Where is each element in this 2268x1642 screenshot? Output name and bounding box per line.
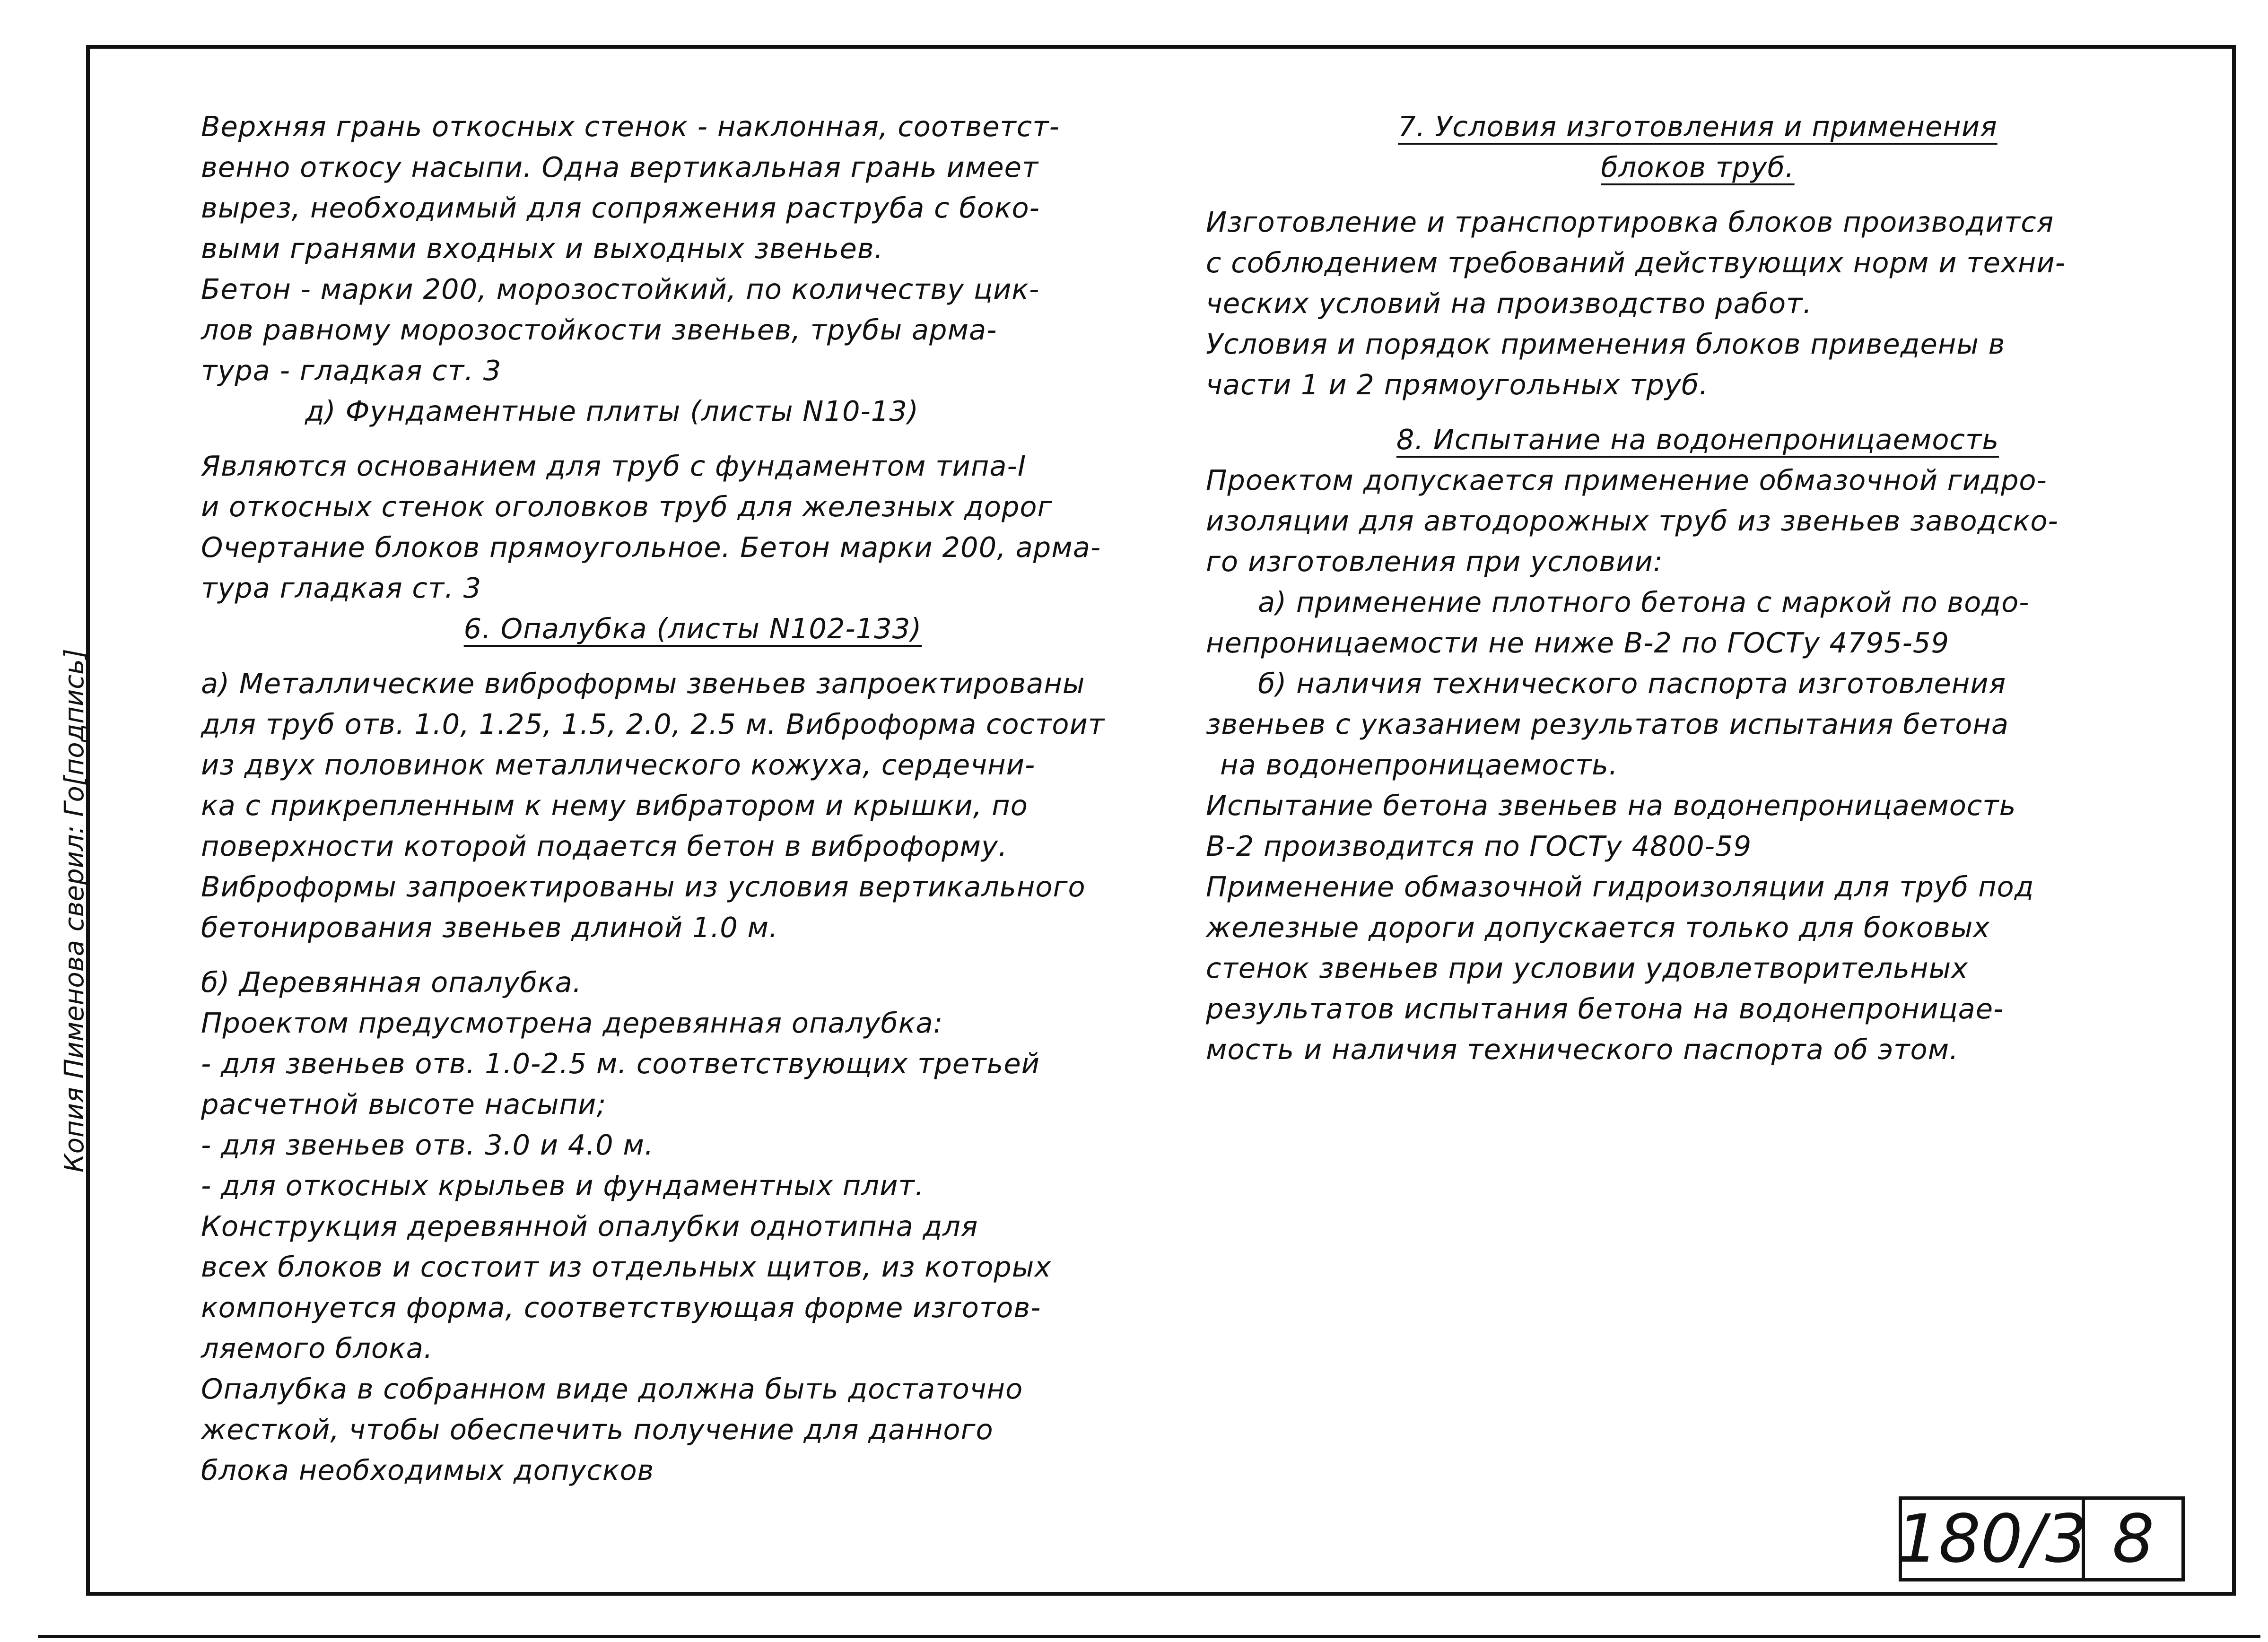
text-line: части 1 и 2 прямоугольных труб. (1206, 368, 1709, 401)
text-line: - для откосных крыльев и фундаментных плит. (201, 1169, 925, 1202)
sheet-number: 8 (2112, 1500, 2155, 1578)
section-heading-7 (1206, 106, 2189, 147)
section-heading-7-cont (1206, 147, 2189, 188)
text-line: Конструкция деревянной опалубки однотипна для (201, 1210, 978, 1242)
section-heading-8-text: 8. Испытание на водонепроницаемость (1396, 423, 1999, 456)
left-column (201, 106, 1185, 1491)
text-line: Испытание бетона звеньев на водонепроницаемость (1206, 789, 2016, 822)
text-line: Верхняя грань откосных стенок - наклонная, соответст- (201, 110, 1060, 143)
drawing-code: 180/3 (1896, 1500, 2087, 1578)
right-column (1206, 106, 2189, 1070)
title-block-stamp (1896, 1496, 2185, 1581)
text-line: стенок звеньев при условии удовлетворительных (1206, 952, 1969, 984)
text-line: б) наличия технического паспорта изготовления (1258, 667, 2006, 700)
text-line: ческих условий на производство работ. (1206, 287, 1813, 320)
text-line: а) применение плотного бетона с маркой по водо- (1258, 586, 2030, 618)
text-line: результатов испытания бетона на водонепроницае- (1206, 992, 2004, 1025)
text-line: на водонепроницаемость. (1220, 748, 1618, 781)
bottom-rule (38, 1635, 2260, 1638)
section-heading-6-text: 6. Опалубка (листы N102-133) (463, 612, 922, 645)
text-line: тура - гладкая ст. 3 (201, 354, 502, 387)
text-line: всех блоков и состоит из отдельных щитов, из которых (201, 1251, 1052, 1283)
text-line: Очертание блоков прямоугольное. Бетон марки 200, арма- (201, 531, 1101, 564)
text-line: бетонирования звеньев длиной 1.0 м. (201, 911, 778, 944)
text-line: непроницаемости не ниже В-2 по ГОСТу 4795-59 (1206, 626, 1950, 659)
text-line: Применение обмазочной гидроизоляции для труб под (1206, 870, 2034, 903)
text-line: Виброформы запроектированы из условия вертикального (201, 870, 1086, 903)
text-line: В-2 производится по ГОСТу 4800-59 (1206, 830, 1752, 862)
text-line: и откосных стенок оголовков труб для железных дорог (201, 490, 1053, 523)
text-line: вырез, необходимый для сопряжения раструба с боко- (201, 191, 1040, 224)
text-line: изоляции для автодорожных труб из звеньев заводско- (1206, 504, 2059, 537)
text-line: жесткой, чтобы обеспечить получение для данного (201, 1413, 994, 1446)
text-line: компонуется форма, соответствующая форме изготов- (201, 1291, 1041, 1324)
text-line: венно откосу насыпи. Одна вертикальная грань имеет (201, 151, 1039, 183)
text-line: лов равному морозостойкости звеньев, трубы арма- (201, 313, 997, 346)
text-line: Изготовление и транспортировка блоков производится (1206, 206, 2054, 238)
section-heading-7-cont-text: блоков труб. (1601, 151, 1795, 183)
text-line: мость и наличия технического паспорта об этом. (1206, 1033, 1959, 1066)
text-line: го изготовления при условии: (1206, 545, 1663, 578)
section-heading-7-text: 7. Условия изготовления и применения (1398, 110, 1998, 143)
text-line: звеньев с указанием результатов испытания бетона (1206, 708, 2009, 740)
text-line: - для звеньев отв. 3.0 и 4.0 м. (201, 1129, 654, 1161)
text-line: - для звеньев отв. 1.0-2.5 м. соответствующих третьей (201, 1047, 1040, 1080)
text-line: блока необходимых допусков (201, 1454, 654, 1486)
text-line: а) Металлические виброформы звеньев запроектированы (201, 667, 1085, 700)
text-line: Являются основанием для труб с фундаментом типа-I (201, 450, 1027, 482)
text-line: из двух половинок металлического кожуха, сердечни- (201, 748, 1036, 781)
section-heading-8 (1206, 419, 2189, 460)
text-line: ка с прикрепленным к нему вибратором и крышки, по (201, 789, 1028, 822)
text-line: Условия и порядок применения блоков приведены в (1206, 328, 2006, 360)
text-line: поверхности которой подается бетон в виброформу. (201, 830, 1008, 862)
text-line: ляемого блока. (201, 1332, 433, 1364)
text-line: расчетной высоте насыпи; (201, 1088, 607, 1121)
text-line: выми гранями входных и выходных звеньев. (201, 232, 884, 265)
text-line: с соблюдением требований действующих норм и техни- (1206, 246, 2066, 279)
side-note: Копия Пименова сверил: Го[подпись] (59, 649, 90, 1173)
text-line: Проектом предусмотрена деревянная опалубка: (201, 1007, 943, 1039)
text-line: б) Деревянная опалубка. (201, 966, 582, 999)
text-line: Опалубка в собранном виде должна быть достаточно (201, 1373, 1023, 1405)
subsection-heading-foundation: д) Фундаментные плиты (листы N10-13) (305, 395, 919, 427)
section-heading-6 (201, 608, 1185, 649)
text-line: Проектом допускается применение обмазочной гидро- (1206, 464, 2047, 496)
text-line: тура гладкая ст. 3 (201, 572, 482, 604)
text-line: железные дороги допускается только для боковых (1206, 911, 1990, 944)
text-line: Бетон - марки 200, морозостойкий, по количеству цик- (201, 273, 1040, 305)
text-line: для труб отв. 1.0, 1.25, 1.5, 2.0, 2.5 м. Виброформа состоит (201, 708, 1105, 740)
